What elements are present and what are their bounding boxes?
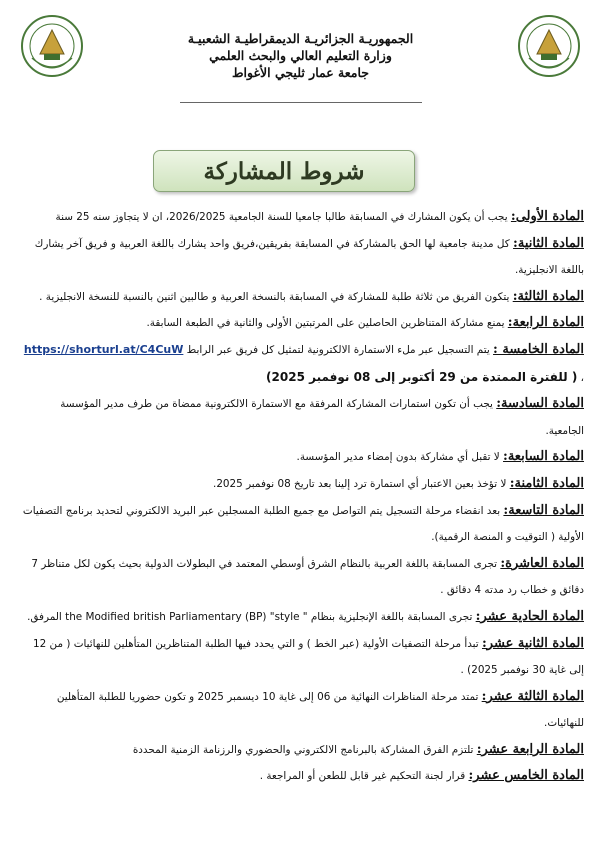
article-text: تبدأ مرحلة التصفيات الأولية (عبر الخط ) و التي يحدد فيها الطلبة المتناظرين المتأهلين للنهائيات ( من 12 إلى غاية 30 نوفمبر 2025) . bbox=[33, 637, 584, 677]
article bbox=[22, 204, 584, 231]
article bbox=[22, 763, 584, 790]
article-label: المادة الثانية: bbox=[513, 235, 584, 251]
article-label: المادة التاسعة: bbox=[503, 502, 584, 518]
letterhead bbox=[0, 0, 601, 110]
article-text: تلتزم الفرق المشاركة بالبرنامج الالكتروني والحضوري والرزنامة الزمنية المحددة bbox=[132, 743, 477, 756]
university-seal-logo bbox=[517, 14, 581, 78]
article bbox=[22, 737, 584, 764]
article-label: المادة الثامنة: bbox=[509, 475, 584, 491]
article-label: المادة الثالثة عشر: bbox=[481, 688, 584, 704]
university-name: جامعة عمار ثليجي الأغواط bbox=[231, 65, 370, 80]
article-text: يجب أن يكون المشارك في المسابقة طالبا جامعيا للسنة الجامعية 2026/2025، ان لا يتجاوز سنه 25 سنة bbox=[55, 211, 511, 223]
article-text: تمتد مرحلة المناظرات النهائية من 06 إلى غاية 10 ديسمبر 2025 و تكون حضوريا للطلبة المتأهلين للنهائيات. bbox=[56, 690, 584, 730]
ministry-name: وزارة التعليم العالي والبحث العلمي bbox=[209, 48, 392, 63]
article-label: المادة السابعة: bbox=[503, 449, 584, 465]
title-banner bbox=[153, 150, 415, 192]
article bbox=[22, 391, 584, 444]
registration-period: ( للفترة الممتدة من 29 أكتوبر إلى 08 نوفمبر 2025) bbox=[266, 369, 578, 384]
article-text: كل مدينة جامعية لها الحق بالمشاركة في المسابقة بفريقين،فريق واحد يشارك باللغة العربية و فريق آخر يشارك باللغة الانجليزية. bbox=[34, 237, 584, 277]
article bbox=[22, 604, 584, 631]
university-seal-logo bbox=[20, 14, 84, 78]
article-text: يتكون الفريق من ثلاثة طلبة للمشاركة في المسابقة بالنسخة العربية و طالبين اثنين بالنسبة للنسخة الانجليزية . bbox=[39, 290, 513, 303]
article-label: المادة الرابعة: bbox=[507, 315, 584, 331]
article-separator: ، bbox=[577, 371, 584, 384]
article-label: المادة الخامس عشر: bbox=[468, 768, 584, 784]
article bbox=[22, 684, 584, 737]
article bbox=[22, 471, 584, 498]
country-name: الجمهوريـة الجزائريـة الديمقراطيـة الشعبيـة bbox=[187, 31, 414, 46]
article-label: المادة الثانية عشر: bbox=[482, 635, 584, 651]
article-text: لا تؤخذ بعين الاعتبار أي استمارة ترد إلينا بعد تاريخ 08 نوفمبر 2025. bbox=[213, 477, 510, 490]
article bbox=[22, 231, 584, 284]
article-label: المادة الأولى: bbox=[510, 209, 584, 224]
article-label: المادة الخامسة : bbox=[493, 341, 584, 357]
article bbox=[22, 337, 584, 391]
article-label: المادة الرابعة عشر: bbox=[476, 741, 584, 757]
article-label: المادة الحادية عشر: bbox=[475, 608, 584, 624]
page-title: شروط المشاركة bbox=[203, 157, 365, 185]
article bbox=[22, 284, 584, 311]
article-text: قرار لجنة التحكيم غير قابل للطعن أو المراجعة . bbox=[259, 770, 469, 783]
article-text: يتم التسجيل عبر ملء الاستمارة الالكترونية لتمثيل كل فريق عبر الرابط bbox=[183, 343, 494, 356]
articles-list bbox=[22, 204, 584, 790]
article-label: المادة العاشرة: bbox=[500, 555, 584, 571]
article bbox=[22, 498, 584, 551]
article bbox=[22, 551, 584, 604]
article-text: تجرى المسابقة باللغة الإنجليزية بنظام " the Modified british Parliamentary (BP) "style المرفق. bbox=[27, 610, 476, 623]
article-text: تجرى المسابقة باللغة العربية بالنظام الشرق أوسطي المعتمد في البطولات الدولية بحيث يكون لكل متناظر 7 دقائق و خطاب رد مدته 4 دقائق . bbox=[31, 557, 584, 597]
article-label: المادة الثالثة: bbox=[512, 288, 584, 304]
article-text: بعد انقضاء مرحلة التسجيل يتم التواصل مع جميع الطلبة المسجلين عبر البريد الالكتروني لتحديد برنامج التصفيات الأولية ( التوقيت و المنصة الرقمية). bbox=[22, 504, 584, 544]
article bbox=[22, 310, 584, 337]
institution-block bbox=[110, 30, 491, 81]
article-text: لا تقبل أي مشاركة بدون إمضاء مدير المؤسسة. bbox=[296, 451, 504, 464]
header-divider bbox=[180, 102, 422, 103]
article-text: يجب أن تكون استمارات المشاركة المرفقة مع الاستمارة الالكترونية ممضاة من طرف مدير المؤسسة الجامعية. bbox=[60, 398, 584, 437]
article bbox=[22, 444, 584, 471]
article bbox=[22, 631, 584, 684]
article-label: المادة السادسة: bbox=[496, 396, 584, 412]
registration-link[interactable]: https://shorturl.at/C4CuW bbox=[23, 342, 184, 356]
article-text: يمنع مشاركة المتناظرين الحاصلين على المرتبتين الأولى والثانية في الطبعة السابقة. bbox=[146, 317, 508, 330]
